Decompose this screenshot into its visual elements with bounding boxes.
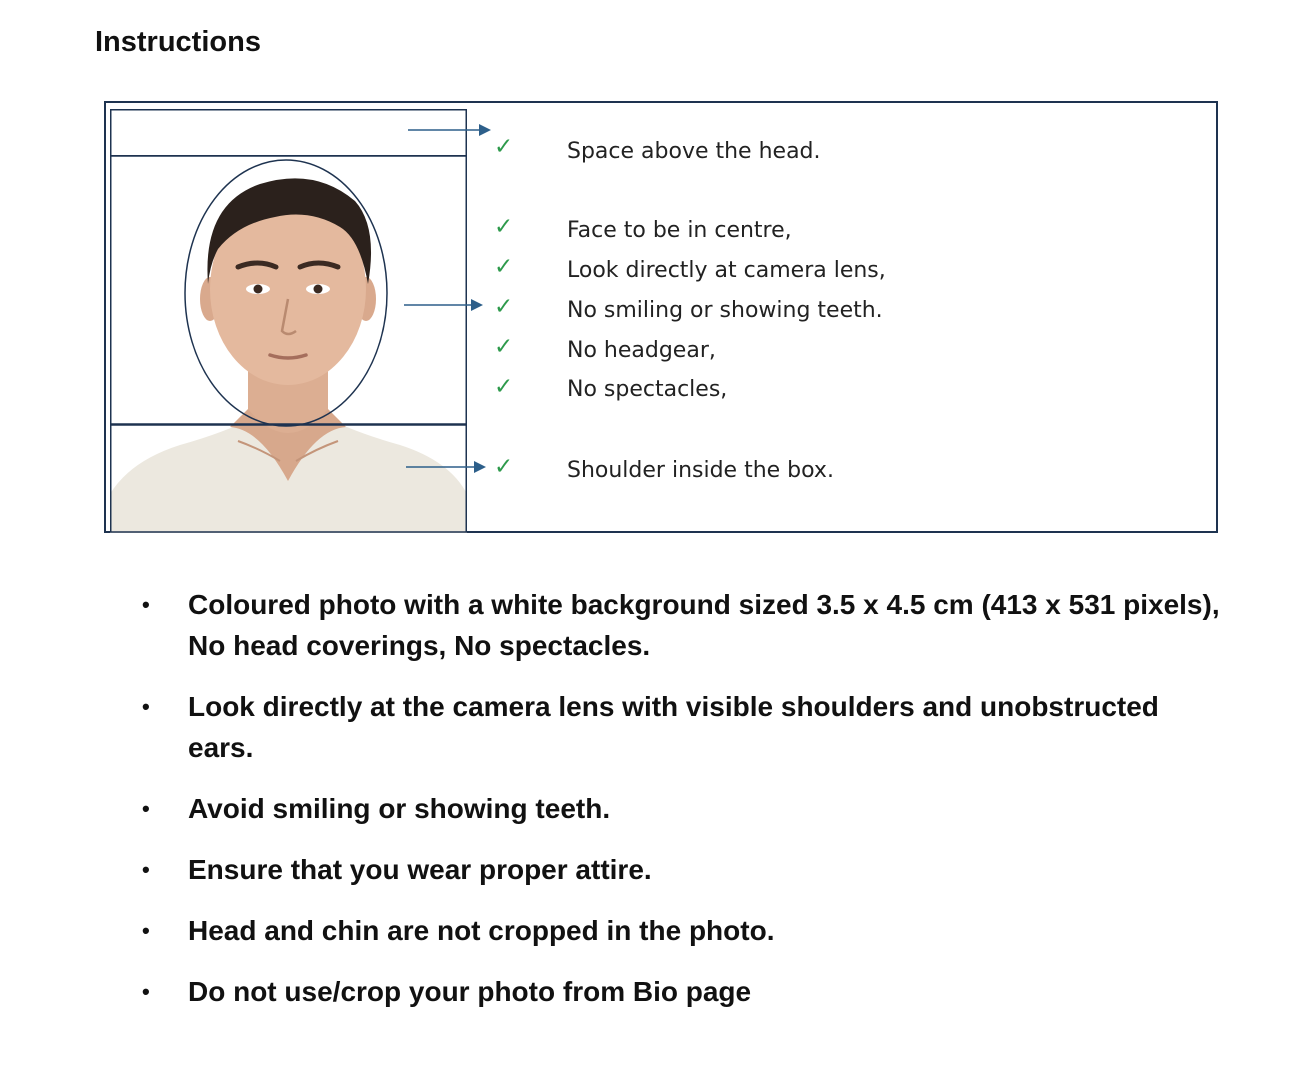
bullet: • <box>142 592 150 617</box>
instruction-text: Shoulder inside the box. <box>567 458 834 483</box>
list-item <box>140 910 1220 951</box>
list-item-text: Coloured photo with a white background sized 3.5 x 4.5 cm (413 x 531 pixels), No head coverings, No spectacles. <box>188 589 1220 661</box>
list-item-text: Head and chin are not cropped in the photo. <box>188 915 775 946</box>
instruction-text: No smiling or showing teeth. <box>567 298 883 323</box>
instruction-text: No spectacles, <box>567 377 728 402</box>
list-item-text: Look directly at the camera lens with visible shoulders and unobstructed ears. <box>188 691 1159 763</box>
check-icon: ✓ <box>494 374 514 400</box>
list-item <box>140 686 1220 768</box>
check-icon: ✓ <box>494 294 514 320</box>
instruction-text: No headgear, <box>567 338 716 363</box>
list-item-text: Ensure that you wear proper attire. <box>188 854 652 885</box>
list-item <box>140 788 1220 829</box>
bullet: • <box>142 796 150 821</box>
check-icon: ✓ <box>494 454 514 480</box>
list-item-text: Avoid smiling or showing teeth. <box>188 793 611 824</box>
instruction-text: Look directly at camera lens, <box>567 258 886 283</box>
instruction-text: Face to be in centre, <box>567 218 792 243</box>
photo-guide-diagram <box>104 101 1218 533</box>
list-item <box>140 971 1220 1012</box>
bullet: • <box>142 979 150 1004</box>
photo-requirements-list <box>140 584 1220 1032</box>
check-icon: ✓ <box>494 214 514 240</box>
bullet: • <box>142 918 150 943</box>
list-item-text: Do not use/crop your photo from Bio page <box>188 976 752 1007</box>
bullet: • <box>142 694 150 719</box>
page-title: Instructions <box>95 26 261 58</box>
check-icon: ✓ <box>494 134 514 160</box>
check-icon: ✓ <box>494 334 514 360</box>
list-item <box>140 584 1220 666</box>
check-icon: ✓ <box>494 254 514 280</box>
instruction-text: Space above the head. <box>567 139 821 164</box>
list-item <box>140 849 1220 890</box>
bullet: • <box>142 857 150 882</box>
